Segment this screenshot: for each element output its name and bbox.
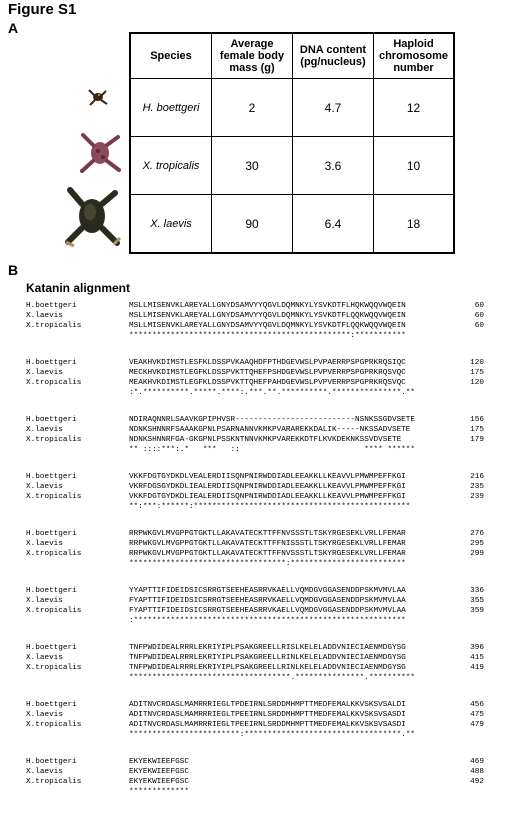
header-dna-content: DNA content (pg/nucleus) [293,33,374,79]
sequence-text: YYAPTTIFIDEIDSICSRRGTSEEHEASRRVKAELLVQMDGVGGASENDDPSKMVMVLAA [129,587,406,595]
body-mass-value: 30 [212,137,293,195]
consensus-text: :*.**********.*****.****:.***.**.**********.***************.** [129,389,416,397]
species-label: X.tropicalis [26,721,82,729]
chromosome-number-value: 10 [374,137,455,195]
sequence-text: NDIRAQNNRLSAAVKGPIPHVSR--------------------------NSNKSSGDVSETE [129,416,416,424]
sequence-text: FYAPTTIFIDEIDSICSRRGTSEEHEASRRVKAELLVQMDGVGGASENDDPSKMVMVLAA [129,597,406,605]
species-label: X.tropicalis [26,322,82,330]
frog-xtropicalis-image [78,131,124,175]
alignment-row [26,586,484,596]
sequence-text: NDNKSHNNRFSAAAKGPNLPSARNANNVKMKPVARAREKKDALIK-----NKSSADVSETE [129,426,411,434]
residue-position: 239 [470,493,484,501]
alignment-row [26,435,484,445]
species-label: X.laevis [26,711,63,719]
sequence-text: TNFPWDIDEALRRRLEKRIYIPLPSAKGREELLRISLKELELADDVNIECIAENMDGYSG [129,644,406,652]
consensus-row [26,559,484,569]
residue-position: 175 [470,369,484,377]
species-label: H.boettgeri [26,416,77,424]
chromosome-number-value: 18 [374,195,455,254]
alignment-row [26,757,484,767]
residue-position: 359 [470,607,484,615]
body-mass-value: 90 [212,195,293,254]
residue-position: 415 [470,654,484,662]
residue-position: 488 [470,768,484,776]
species-label: X.laevis [26,540,63,548]
consensus-row [26,388,484,398]
sequence-text: MECKHVKDIMSTLEGFKLDSSPVKTTQHEFPSHDGEVWSLPVPVERRPSPGPRKRQSVQC [129,369,406,377]
alignment-block [26,301,484,341]
alignment-row [26,549,484,559]
species-label: X.laevis [26,312,63,320]
chromosome-number-value: 12 [374,79,455,137]
alignment-block [26,643,484,683]
alignment-row [26,492,484,502]
species-label: X.tropicalis [26,493,82,501]
residue-position: 120 [470,359,484,367]
consensus-row [26,331,484,341]
consensus-text: :*********************************************************** [129,617,406,625]
sequence-text: MSLLMISENVKLAREYALLGNYDSAMVYYQGVLDQMNKYLYSVKDTFLQQKWQQVWQEIN [129,322,406,330]
alignment-row [26,368,484,378]
alignment-row [26,311,484,321]
residue-position: 419 [470,664,484,672]
residue-position: 235 [470,483,484,491]
species-label: X.laevis [26,768,63,776]
sequence-text: VEAKHVKDIMSTLESFKLDSSPVKAAQHDFPTHDGEVWSLPVPAERRPSPGPRKRQSIQC [129,359,406,367]
alignment-block [26,472,484,512]
residue-position: 469 [470,758,484,766]
alignment-row [26,777,484,787]
species-label: X.laevis [26,426,63,434]
sequence-text: FYAPTTIFIDEIDSICSRRGTSEEHEASRRVKAELLVQMDGVGGASENDDPSKMVMVLAA [129,607,406,615]
residue-position: 475 [470,711,484,719]
sequence-text: ADITNVCRDASLMAMRRRIEGLTPEEIRNLSRDDMHMPTTMEDFEMALKKVSKSVSASDI [129,711,406,719]
residue-position: 179 [470,436,484,444]
species-name: X. tropicalis [130,137,212,195]
consensus-row [26,730,484,740]
alignment-row [26,720,484,730]
alignment-block [26,757,484,797]
consensus-text: **:***:******:*********************************************** [129,503,411,511]
species-label: H.boettgeri [26,359,77,367]
sequence-text: NDNKSHNNRFGA-GKGPNLPSSKNTNNVKMKPVAREKKDTFLKVKDEKNKSSVDVSETE [129,436,402,444]
species-label: X.tropicalis [26,379,82,387]
residue-position: 276 [470,530,484,538]
species-label: X.laevis [26,654,63,662]
residue-position: 299 [470,550,484,558]
panel-label-b: B [8,262,19,278]
alignment-row [26,606,484,616]
consensus-text: ************************:**********************************.** [129,731,416,739]
species-label: H.boettgeri [26,644,77,652]
alignment-block [26,700,484,740]
figure-title: Figure S1 [8,1,77,18]
consensus-text: ** ::::***:.* *** :: **** ****** [129,446,416,454]
table-row [130,137,454,195]
body-mass-value: 2 [212,79,293,137]
residue-position: 60 [474,322,484,330]
alignment-block [26,586,484,626]
residue-position: 336 [470,587,484,595]
sequence-alignment [26,301,484,814]
dna-content-value: 6.4 [293,195,374,254]
sequence-text: EKYEKWIEEFGSC [129,778,189,786]
residue-position: 355 [470,597,484,605]
alignment-row [26,321,484,331]
consensus-row [26,673,484,683]
alignment-row [26,529,484,539]
species-table [129,32,455,254]
residue-position: 60 [474,302,484,310]
species-label: X.tropicalis [26,607,82,615]
residue-position: 456 [470,701,484,709]
sequence-text: RRPWKGVLMVGPPGTGKTLLAKAVATECKTTFFNISSSTLTSKYRGESEKLVRLLFEMAR [129,540,406,548]
alignment-row [26,596,484,606]
sequence-text: RRPWKGVLMVGPPGTGKTLLAKAVATECKTTFFNVSSSTLTSKYRGESEKLVRLLFEMAR [129,530,406,538]
sequence-text: EKYEKWIEEFGSC [129,768,189,776]
alignment-row [26,425,484,435]
residue-position: 156 [470,416,484,424]
consensus-row [26,616,484,626]
species-label: X.laevis [26,597,63,605]
consensus-row [26,502,484,512]
consensus-text: ************* [129,788,189,796]
species-label: H.boettgeri [26,473,77,481]
species-name: X. laevis [130,195,212,254]
species-label: H.boettgeri [26,530,77,538]
sequence-text: VKKFDGTGYDKDLVEALERDIISQNPNIRWDDIADLEEAKKLLKEAVVLPMWMPEFFKGI [129,473,406,481]
frog-hboettgeri-image [87,87,109,107]
sequence-text: RRPWKGVLMVGPPGTGKTLLAKAVATECKTTFFNVSSSTLTSKYRGESEKLVRLLFEMAR [129,550,406,558]
residue-position: 295 [470,540,484,548]
residue-position: 396 [470,644,484,652]
residue-position: 120 [470,379,484,387]
sequence-text: ADITNVCRDASLMAMRRRIEGLTPEEIRNLSRDDMHMPTTMEDFEMALKKVSKSVSASDI [129,721,406,729]
species-label: H.boettgeri [26,587,77,595]
consensus-text: ***********************************.***************.********** [129,674,416,682]
dna-content-value: 4.7 [293,79,374,137]
sequence-text: MEAKHVKDIMSTLEGFKLDSSPVKTTQHEFPAHDGEVWSLPVPVERRPSPGPRKRQSVQC [129,379,406,387]
residue-position: 175 [470,426,484,434]
species-label: X.laevis [26,483,63,491]
header-chromosome-number: Haploid chromosome number [374,33,455,79]
species-label: X.tropicalis [26,778,82,786]
alignment-row [26,482,484,492]
table-row [130,79,454,137]
species-label: X.laevis [26,369,63,377]
alignment-row [26,663,484,673]
sequence-text: VKKFDGTGYDKDLIEALERDIISQNPNIRWDDIADLEEAKKLLKEAVVLPMWMPEFFKGI [129,493,406,501]
species-label: H.boettgeri [26,302,77,310]
species-label: H.boettgeri [26,701,77,709]
alignment-block [26,358,484,398]
residue-position: 60 [474,312,484,320]
sequence-text: MSLLMISENVKLAREYALLGNYDSAMVYYQGVLDQMNKYLYSVKDTFLQQKWQQVWQEIN [129,312,406,320]
alignment-row [26,767,484,777]
header-species: Species [130,33,212,79]
alignment-block [26,529,484,569]
alignment-row [26,472,484,482]
consensus-text: ************************************************:*********** [129,332,406,340]
residue-position: 479 [470,721,484,729]
species-name: H. boettgeri [130,79,212,137]
residue-position: 492 [470,778,484,786]
species-label: X.tropicalis [26,550,82,558]
alignment-row [26,378,484,388]
table-row [130,195,454,254]
dna-content-value: 3.6 [293,137,374,195]
sequence-text: VKRFDGSGYDKDLIEALERDIISQNPNIRWDDIADLEEAKKLLKEAVVLPMWMPEFFKGI [129,483,406,491]
sequence-text: TNFPWDIDEALRRRLEKRIYIPLPSAKGREELLRINLKELELADDVNIECIAENMDGYSG [129,664,406,672]
residue-position: 216 [470,473,484,481]
alignment-row [26,700,484,710]
sequence-text: ADITNVCRDASLMAMRRRIEGLTPDEIRNLSRDDMHMPTTMEDFEMALKKVSKSVSALDI [129,701,406,709]
alignment-row [26,301,484,311]
frog-xlaevis-image [62,186,122,248]
header-body-mass: Average female body mass (g) [212,33,293,79]
consensus-text: **********************************:************************* [129,560,406,568]
sequence-text: MSLLMISENVKLAREYALLGNYDSAMVYYQGVLDQMNKYLYSVKDTFLHQKWQQVWQEIN [129,302,406,310]
consensus-row [26,445,484,455]
consensus-row [26,787,484,797]
panel-label-a: A [8,20,19,36]
sequence-text: TNFPWDIDEALRRRLEKRIYIPLPSAKGREELLRINLKELELADDVNIECIAENMDGYSG [129,654,406,662]
alignment-title: Katanin alignment [26,281,131,295]
alignment-row [26,415,484,425]
alignment-row [26,653,484,663]
alignment-row [26,539,484,549]
alignment-row [26,358,484,368]
species-label: X.tropicalis [26,436,82,444]
alignment-row [26,710,484,720]
species-label: X.tropicalis [26,664,82,672]
species-label: H.boettgeri [26,758,77,766]
alignment-row [26,643,484,653]
alignment-block [26,415,484,455]
sequence-text: EKYEKWIEEFGSC [129,758,189,766]
